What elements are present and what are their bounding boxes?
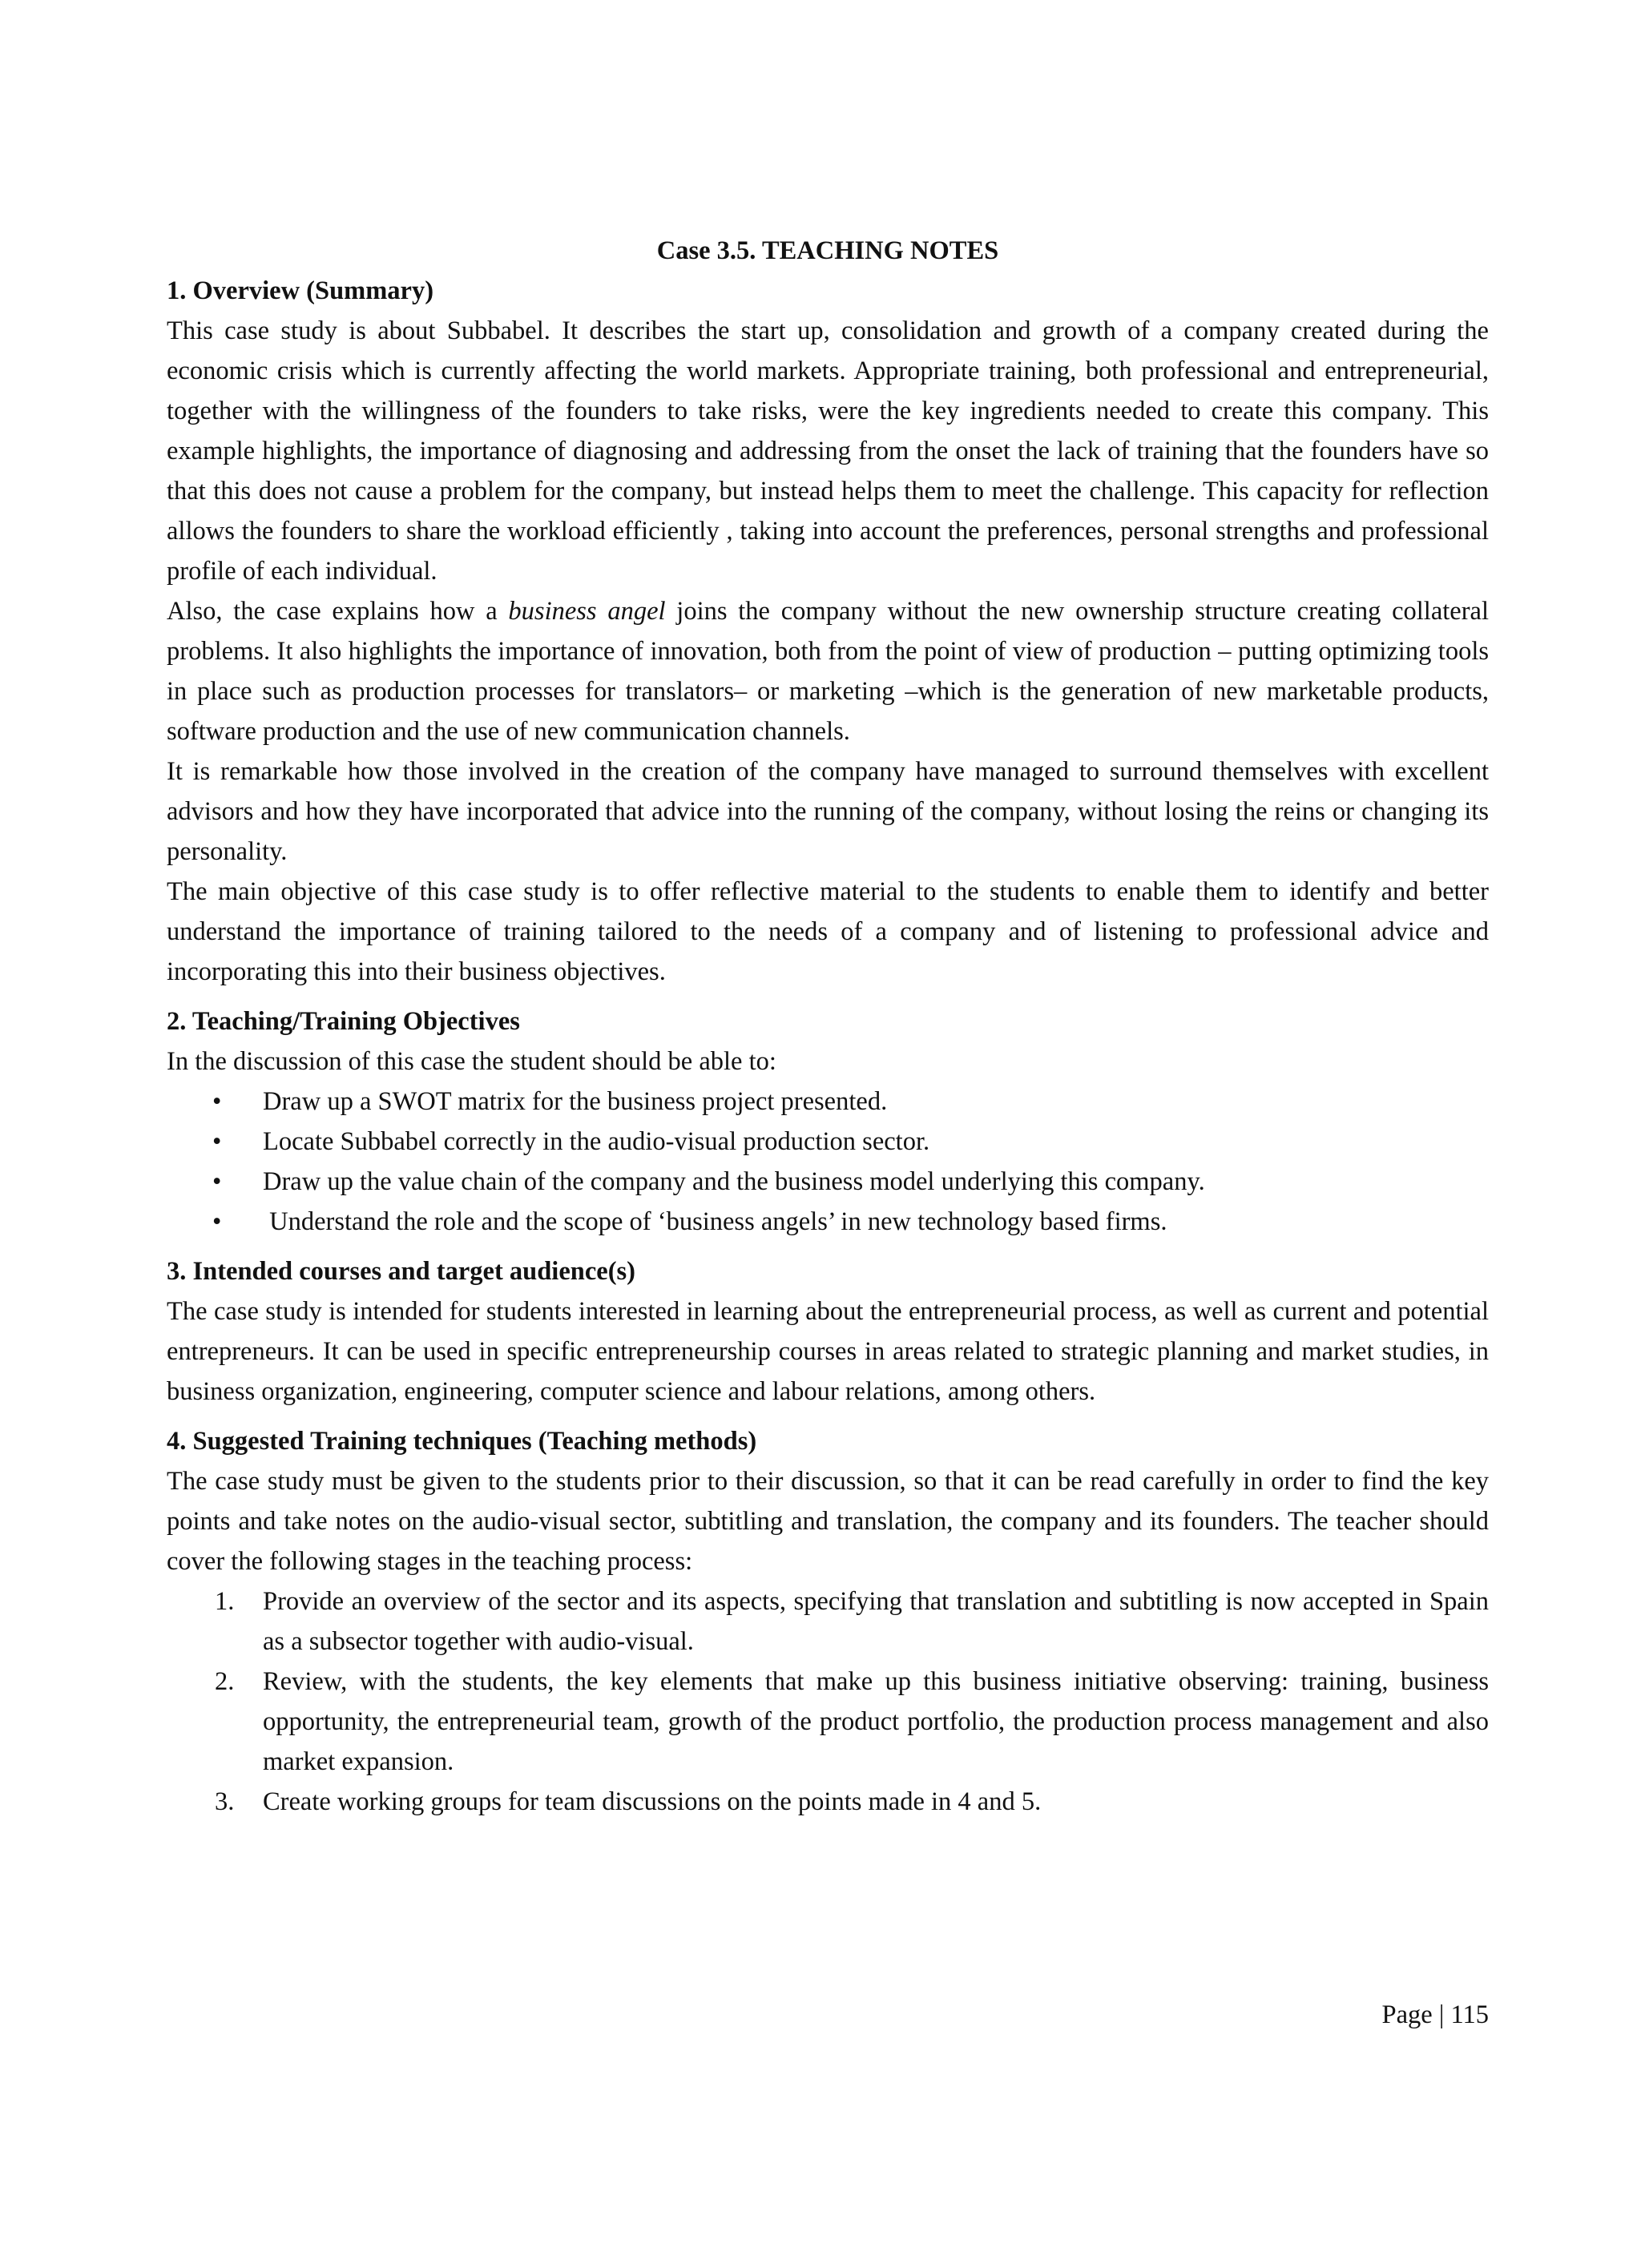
bullet-icon: • <box>212 1127 222 1156</box>
bullet-icon: • <box>212 1087 222 1116</box>
list-number: 1. <box>215 1587 235 1616</box>
paragraph-text: Also, the case explains how a <box>167 597 509 626</box>
list-item-text: Create working groups for team discussions on the points made in 4 and 5. <box>263 1787 1042 1816</box>
list-item <box>167 1202 1489 1242</box>
stages-list <box>167 1581 1489 1822</box>
list-item-text: Draw up a SWOT matrix for the business project presented. <box>263 1087 888 1116</box>
overview-paragraph-1 <box>167 311 1489 591</box>
techniques-paragraph: The case study must be given to the students prior to their discussion, so that it can be read carefully in order to find the key points and take notes on the audio-visual sector, subtitling and translation, the company and its founders. The teacher should cover the following stages in the teaching process: <box>167 1467 1489 1576</box>
section-techniques <box>167 1421 1489 1822</box>
list-number: 3. <box>215 1787 235 1816</box>
list-item <box>167 1782 1489 1822</box>
document-title: Case 3.5. TEACHING NOTES <box>656 236 999 265</box>
paragraph-text: joins the company without the new ownership structure creating collateral problems. It also highlights the importance of innovation, both from the point of view of production – putting optimizing tools in place such as production processes for translators– or marketing –which is the generation of new marketable products, software production and the use of new communication channels. <box>167 597 1489 746</box>
section-objectives <box>167 1001 1489 1242</box>
list-item <box>167 1082 1489 1122</box>
section-heading-techniques: 4. Suggested Training techniques (Teaching methods) <box>167 1427 757 1456</box>
document-page <box>167 231 1489 1822</box>
paragraph-text: This case study is about Subbabel. It describes the start up, consolidation and growth of a company created during the economic crisis which is currently affecting the world markets. Appropriate training, both professional and entrepreneurial, together with the willingness of the founders to take risks, were the key ingredients needed to create this company. This example highlights, the importance of diagnosing and addressing from the onset the lack of training that the founders have so that this does not cause a problem for the company, but instead helps them to meet the challenge. This capacity for reflection allows the founders to share the workload efficiently , taking into account the preferences, personal strengths and professional profile of each individual. <box>167 316 1489 586</box>
section-heading-overview: 1. Overview (Summary) <box>167 276 434 305</box>
paragraph-text: The main objective of this case study is to offer reflective material to the students to enable them to identify and better understand the importance of training tailored to the needs of a company and of listening to professional advice and incorporating this into their business objectives. <box>167 877 1489 986</box>
section-heading-objectives: 2. Teaching/Training Objectives <box>167 1007 520 1036</box>
list-item-text: Locate Subbabel correctly in the audio-visual production sector. <box>263 1127 930 1156</box>
list-item <box>167 1122 1489 1162</box>
italic-term: business angel <box>508 597 666 626</box>
list-item <box>167 1581 1489 1662</box>
list-number: 2. <box>215 1667 235 1696</box>
bullet-icon: • <box>212 1167 222 1196</box>
list-item-text: Understand the role and the scope of ‘business angels’ in new technology based firms. <box>263 1207 1167 1236</box>
page-number: Page | 115 <box>1381 2000 1489 2029</box>
list-item-text: Draw up the value chain of the company and the business model underlying this company. <box>263 1167 1205 1196</box>
list-item <box>167 1162 1489 1202</box>
section-heading-audience: 3. Intended courses and target audience(s) <box>167 1257 635 1286</box>
objectives-list <box>167 1082 1489 1242</box>
overview-paragraph-4 <box>167 872 1489 992</box>
bullet-icon: • <box>212 1207 222 1236</box>
audience-paragraph: The case study is intended for students interested in learning about the entrepreneurial process, as well as current and potential entrepreneurs. It can be used in specific entrepreneurship courses in areas related to strategic planning and market studies, in business organization, engineering, computer science and labour relations, among others. <box>167 1297 1489 1406</box>
paragraph-text: It is remarkable how those involved in the creation of the company have managed to surround themselves with excellent advisors and how they have incorporated that advice into the running of the company, without losing the reins or changing its personality. <box>167 757 1489 866</box>
list-item-text: Review, with the students, the key elements that make up this business initiative observing: training, business opportunity, the entrepreneurial team, growth of the product portfolio, the production process management and also market expansion. <box>263 1667 1489 1776</box>
list-item <box>167 1662 1489 1782</box>
overview-paragraph-2 <box>167 591 1489 751</box>
section-audience <box>167 1251 1489 1412</box>
objectives-intro: In the discussion of this case the student should be able to: <box>167 1047 776 1076</box>
list-item-text: Provide an overview of the sector and its aspects, specifying that translation and subtitling is now accepted in Spain as a subsector together with audio-visual. <box>263 1587 1489 1656</box>
overview-paragraph-3 <box>167 751 1489 872</box>
section-overview <box>167 271 1489 992</box>
